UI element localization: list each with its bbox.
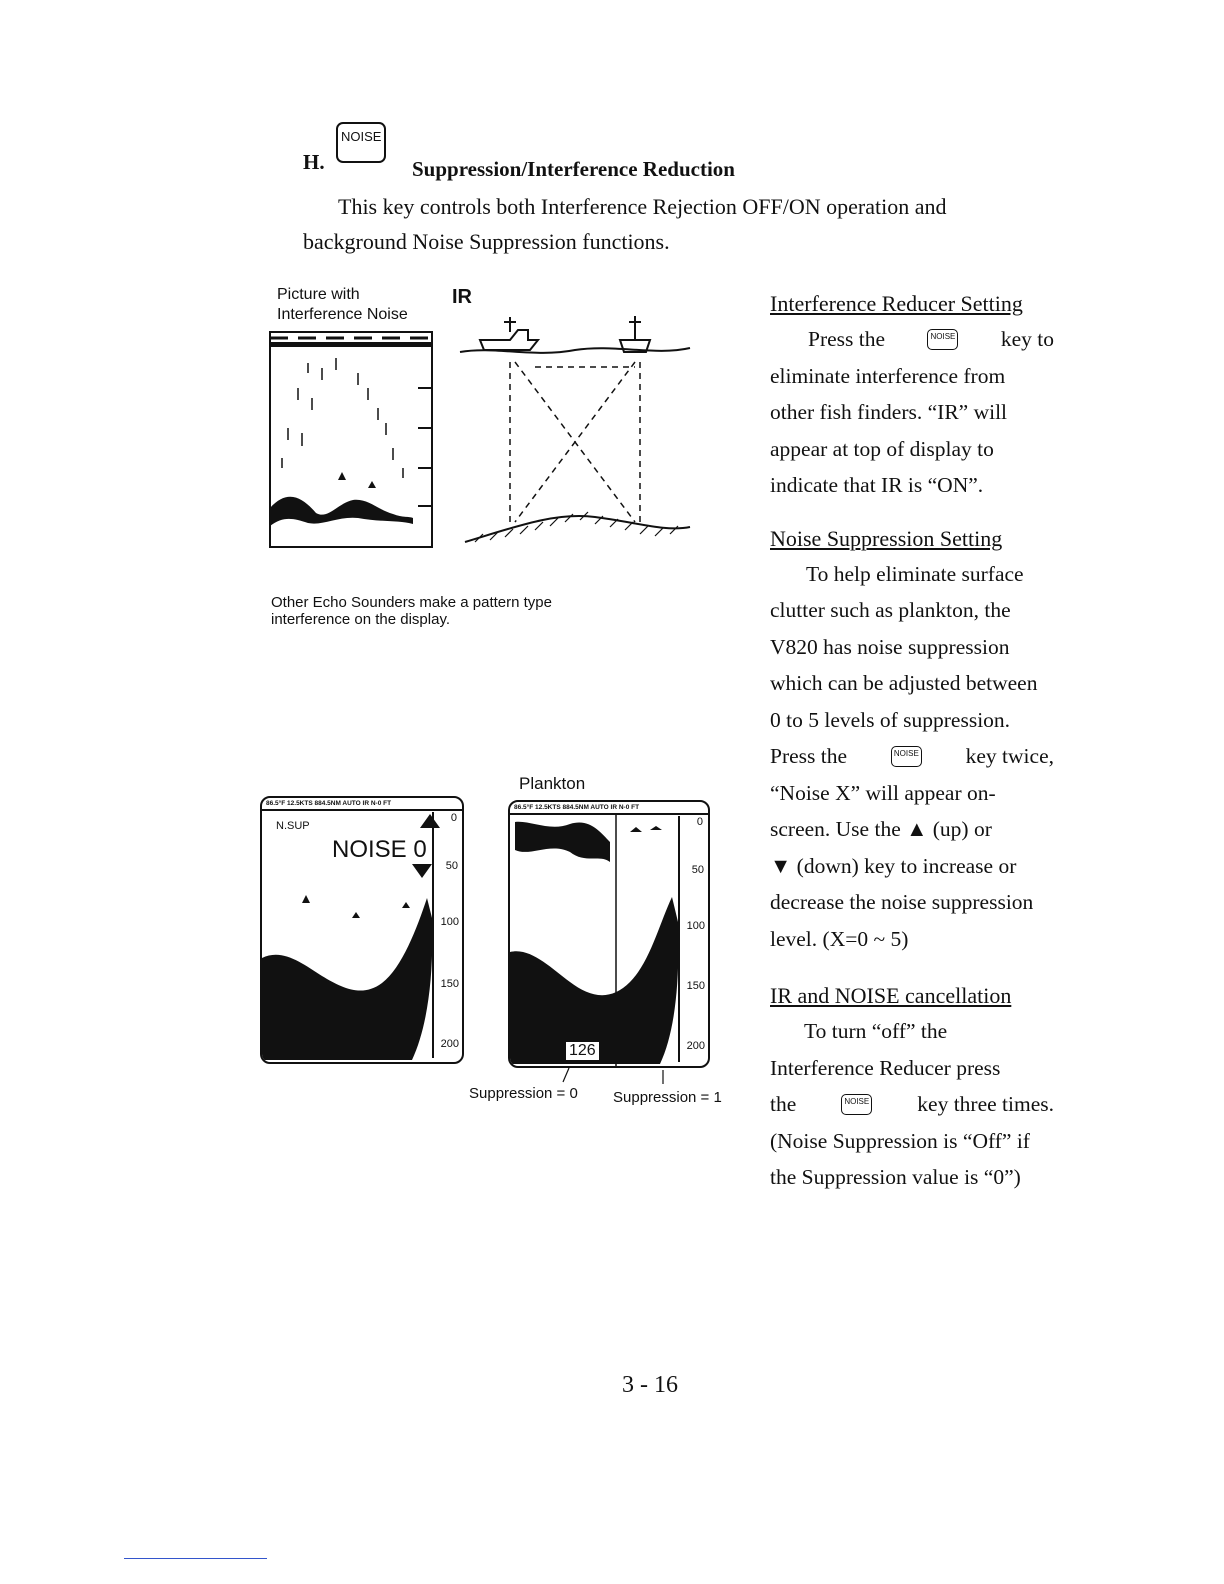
noise-readout: NOISE 0 xyxy=(332,836,427,863)
caption-pointer-lines xyxy=(555,1064,675,1086)
sonar-screen-suppression-1 xyxy=(508,800,710,1068)
ns-line-2: clutter such as plankton, the xyxy=(770,598,1011,622)
section-letter: H. xyxy=(303,150,325,174)
ns-line-9: ▼ (down) key to increase or xyxy=(770,853,1017,878)
depth-tick-100: 100 xyxy=(440,916,459,928)
ns-line-4: which can be adjusted between xyxy=(770,671,1038,695)
ns-line-8: screen. Use the ▲ (up) or xyxy=(770,817,992,841)
noise-key-icon: NOISE xyxy=(927,329,958,350)
figure-label-picture-line2: Interference Noise xyxy=(277,306,408,323)
plankton-label: Plankton xyxy=(519,774,586,793)
ns-line-3: V820 has noise suppression xyxy=(770,634,1010,659)
noise-key-icon: NOISE xyxy=(891,746,922,767)
caption-suppression-0: Suppression = 0 xyxy=(469,1085,578,1102)
ir-line-1 xyxy=(770,321,1054,358)
cancel-line-1: To turn “off” the xyxy=(804,1019,948,1043)
ns-heading: Noise Suppression Setting xyxy=(770,525,1003,551)
intro-line-2: background Noise Suppression functions. xyxy=(303,229,670,254)
right-column xyxy=(770,287,1054,1196)
ns-line-6 xyxy=(770,738,1054,775)
ir-heading: Interference Reducer Setting xyxy=(770,291,1023,316)
ns-line-11: level. (X=0 ~ 5) xyxy=(770,926,909,951)
figure-top-caption-line2: interference on the display. xyxy=(271,611,450,628)
ir-line-1-pre: Press the xyxy=(808,327,886,351)
depth-scale xyxy=(432,812,460,1058)
caption-suppression-1: Suppression = 1 xyxy=(613,1089,722,1106)
ns-line-10: decrease the noise suppression xyxy=(770,890,1034,914)
depth-tick-100: 100 xyxy=(686,920,705,932)
cancel-line-4: (Noise Suppression is “Off” if xyxy=(770,1128,1030,1153)
depth-tick-200: 200 xyxy=(440,1038,459,1050)
depth-tick-50: 50 xyxy=(445,860,458,872)
ns-line-6-pre: Press the xyxy=(770,744,848,768)
ns-line-6-post: key twice, xyxy=(965,744,1054,768)
noise-key-icon xyxy=(336,122,386,163)
noise-key-label: NOISE xyxy=(336,122,386,163)
depth-tick-50: 50 xyxy=(691,864,704,876)
depth-tick-0: 0 xyxy=(696,816,703,828)
cancel-line-2: Interference Reducer press xyxy=(770,1055,1001,1080)
interference-screen-illustration xyxy=(268,328,438,553)
cancel-line-5: the Suppression value is “0”) xyxy=(770,1165,1021,1189)
ir-line-2: eliminate interference from xyxy=(770,363,1006,388)
screen-status-bar-right: 86.5°F 12.5KTS 884.5NM AUTO IR N-0 FT xyxy=(514,804,640,811)
ns-line-7: “Noise X” will appear on- xyxy=(770,780,996,805)
depth-tick-0: 0 xyxy=(450,812,457,824)
depth-tick-150: 150 xyxy=(440,978,459,990)
screen-status-bar: 86.5°F 12.5KTS 884.5NM AUTO IR N-0 FT xyxy=(266,800,392,807)
ns-line-5: 0 to 5 levels of suppression. xyxy=(770,707,1011,732)
depth-tick-200: 200 xyxy=(686,1040,705,1052)
cancel-paragraph xyxy=(770,1013,1054,1196)
cancel-line-3-post: key three times. xyxy=(917,1092,1054,1116)
sonar-screen-suppression-0 xyxy=(260,796,464,1064)
cancel-heading: IR and NOISE cancellation xyxy=(770,983,1012,1008)
ir-line-5: indicate that IR is “ON”. xyxy=(770,473,984,497)
figure-top-caption-line1: Other Echo Sounders make a pattern type xyxy=(271,594,552,611)
figure-label-picture xyxy=(277,285,408,325)
intro-line-1: This key controls both Interference Rejection OFF/ON operation and xyxy=(338,194,947,219)
footer-rule xyxy=(124,1558,267,1559)
screen-mode-label: N.SUP xyxy=(276,820,310,832)
ir-paragraph xyxy=(770,321,1054,504)
figure-label-picture-line1: Picture with xyxy=(277,286,360,303)
figure-top-caption xyxy=(271,594,552,628)
ir-boats-illustration xyxy=(455,312,695,552)
depth-readout: 126 xyxy=(566,1042,599,1060)
section-title: Suppression/Interference Reduction xyxy=(412,157,735,181)
ns-line-1: To help eliminate surface xyxy=(806,561,1024,586)
cancel-line-3 xyxy=(770,1086,1054,1123)
ns-paragraph xyxy=(770,556,1054,958)
ir-line-4: appear at top of display to xyxy=(770,436,994,461)
depth-tick-150: 150 xyxy=(686,980,705,992)
noise-key-icon: NOISE xyxy=(841,1094,872,1115)
page-number: 3 - 16 xyxy=(622,1372,678,1398)
ir-line-3: other fish finders. “IR” will xyxy=(770,400,1008,424)
ir-line-1-post: key to xyxy=(1000,327,1054,351)
cancel-line-3-pre: the xyxy=(770,1092,797,1116)
figure-label-ir: IR xyxy=(452,286,472,308)
depth-scale-right xyxy=(678,816,706,1062)
